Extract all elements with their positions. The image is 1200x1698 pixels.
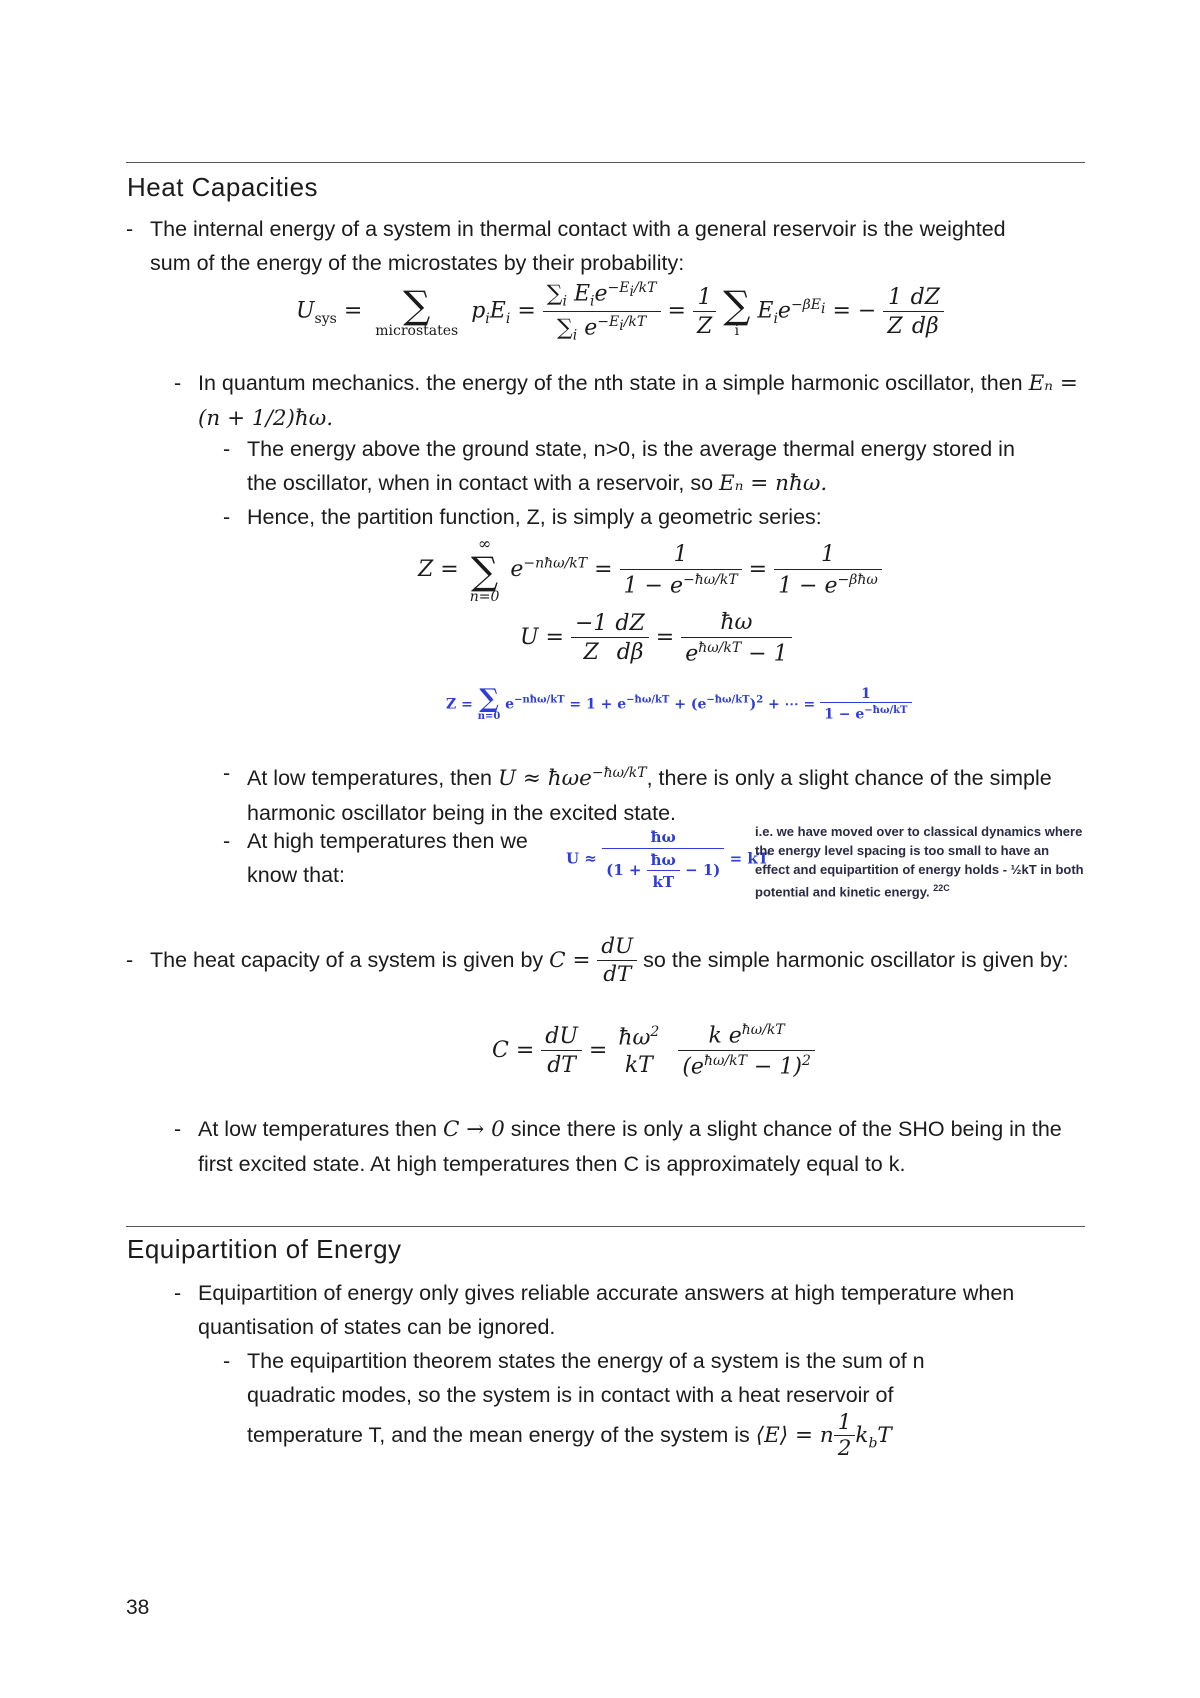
dash-marker: - <box>223 437 231 461</box>
equation-u-high-temperature: U ≈ ħω (1 + $\frac{ħ\omega}{kT}$ − 1) = kT <box>566 828 769 891</box>
dash-marker: - <box>126 948 134 972</box>
dash-marker: - <box>223 829 231 853</box>
dash-marker: - <box>174 371 182 395</box>
section-title-equipartition: Equipartition of Energy <box>127 1234 402 1264</box>
dash-marker: - <box>174 1281 182 1305</box>
side-note-classical-dynamics: i.e. we have moved over to classical dynamics where the energy level spacing is too small to have an effect and equipartition of energy holds - ½kT in both potential and kinetic energy. $^{22C}$ <box>755 824 1084 900</box>
dash-marker: - <box>223 505 231 529</box>
equation-z-geometric: Z = ∞ ∑ n=0 $e^{-nħ\omega/kT}$ = $\frac{1}{1 - e^{-ħ\omega/kT}}$ = $\frac{1}{1 - e^{-\beta ħ\omega}}$ <box>418 536 882 604</box>
equation-c-limit: C → 0 <box>443 1117 505 1142</box>
bullet-capacity-limits: - At low temperatures then C → 0 since there is only a slight chance of the SHO being in the first excited state. At high temperatures then C is approximately equal to k. <box>198 1112 1088 1181</box>
equation-u-sys: $U_{sys}$ = ∑ microstates $p_iE_i$ = $\frac{\sum_i E_ie^{-E_i/kT}}{\sum_i e^{-E_i/kT}}$ = $\frac{1}{Z}$ ∑ i $E_ie^{-\beta E_i}$ = − $\frac{1}{Z}$ $\frac{dZ}{d\beta}$ <box>296 280 944 343</box>
bullet-energy-above-ground: - The energy above the ground state, n>0, is the average thermal energy stored in the oscillator, when in contact with a reservoir, so Eₙ = nħω. <box>247 432 1047 501</box>
sum-subscript-microstates: microstates <box>375 322 459 339</box>
bullet-equipartition-reliability: - Equipartition of energy only gives reliable accurate answers at high temperature when quantisation of states can be ignored. <box>198 1276 1078 1344</box>
page-number: 38 <box>126 1596 150 1619</box>
section-title-heat-capacities: Heat Capacities <box>127 172 319 202</box>
section-divider-equipartition <box>126 1226 1085 1227</box>
dash-marker: - <box>223 761 231 785</box>
equation-c-definition: C = $\frac{dU}{dT}$ <box>549 948 637 973</box>
bullet-high-temperature: - At high temperatures then we know that: <box>247 824 537 892</box>
bullet-partition-function: - Hence, the partition function, Z, is simply a geometric series: <box>247 500 1047 534</box>
bullet-low-temperature: - At low temperatures, then U ≈ ħωe$^{-ħ\omega/kT}$, there is only a slight chance of the simple harmonic oscillator being in the excited state. <box>247 756 1067 830</box>
bullet-internal-energy: - The internal energy of a system in thermal contact with a general reservoir is the weighted sum of the energy of the microstates by their probability: <box>150 212 1050 280</box>
bullet-equipartition-theorem: - The equipartition theorem states the energy of a system is the sum of n quadratic modes, so the system is in contact with a heat reservoir of temperature T, and the mean energy of the system is ⟨E⟩ = n $\frac{1}{2}$ $k_bT$ <box>247 1344 1007 1460</box>
bullet-quantum-mechanics: - In quantum mechanics. the energy of the nth state in a simple harmonic oscillator, then Eₙ = (n + 1/2)ħω. <box>198 366 1088 436</box>
equation-u-oscillator: U = $\frac{-1}{Z}$ $\frac{dZ}{d\beta}$ = $\frac{ħ\omega}{e^{ħ\omega/kT} - 1}$ <box>520 610 792 666</box>
dash-marker: - <box>223 1349 231 1373</box>
equation-en-half: Eₙ = (n + 1/2)ħω. <box>198 371 1078 431</box>
equation-u-low: U ≈ ħωe <box>497 766 592 792</box>
equation-mean-energy: ⟨E⟩ = n $\frac{1}{2}$ $k_bT$ <box>755 1410 892 1461</box>
equation-z-expansion-image: Z = ∑ n=0 $e^{-nħ\omega/kT} = 1 + e^{-ħ\omega/kT} + (e^{-ħ\omega/kT})^2$ + ⋯ = $\frac{1}{1 - e^{-ħ\omega/kT}}$ <box>446 686 912 723</box>
bullet-heat-capacity: - The heat capacity of a system is given by C = $\frac{dU}{dT}$ so the simple harmonic oscillator is given by: <box>126 934 1069 987</box>
dash-marker: - <box>126 217 134 241</box>
dash-marker: - <box>174 1117 182 1141</box>
equation-c-oscillator: C = $\frac{dU}{dT}$ = $ħ\omega^2$ kT $\frac{k e^{ħ\omega/kT}}{(e^{ħ\omega/kT} - 1)^2}$ <box>492 1022 815 1080</box>
section-divider-top <box>126 162 1085 163</box>
equation-en-n: Eₙ = nħω. <box>719 471 828 496</box>
